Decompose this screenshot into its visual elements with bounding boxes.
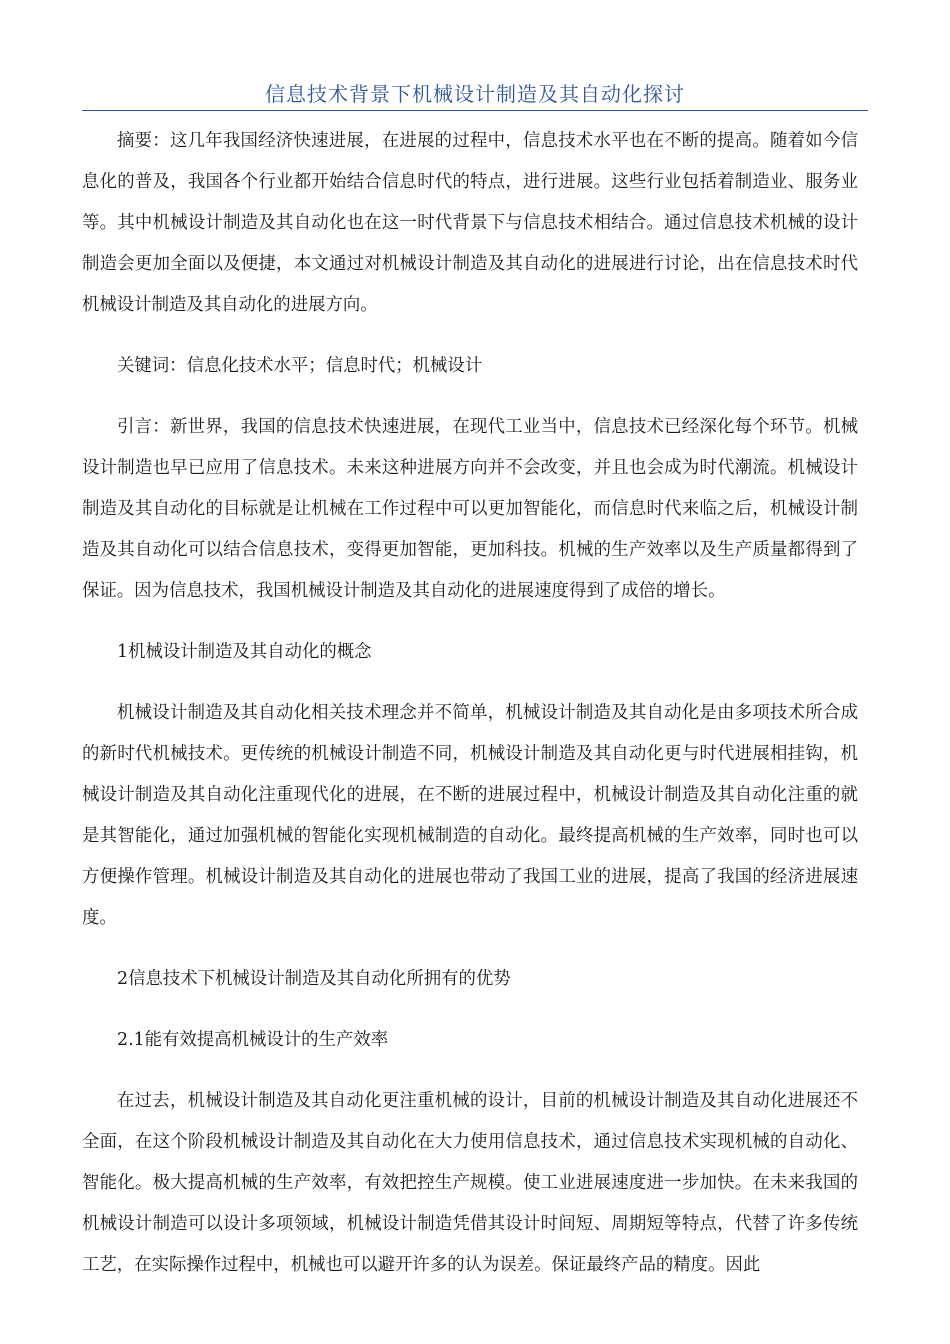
section-1-paragraph: 机械设计制造及其自动化相关技术理念并不简单，机械设计制造及其自动化是由多项技术所合成的新时代机械技术。更传统的机械设计制造不同，机械设计制造及其自动化更与时代进展相挂钩，机械设计制造及其自动化注重现代化的进展，在不断的进展过程中，机械设计制造及其自动化注重的就是其智能化，通过加强机械的智能化实现机械制造的自动化。最终提高机械的生产效率，同时也可以方便操作管理。机械设计制造及其自动化的进展也带动了我国工业的进展，提高了我国的经济进展速度。 [82,703,858,928]
section-2-1-heading: 2.1能有效提高机械设计的生产效率 [117,1030,389,1050]
section-2-1-paragraph: 在过去，机械设计制造及其自动化更注重机械的设计，目前的机械设计制造及其自动化进展还不全面，在这个阶段机械设计制造及其自动化在大力使用信息技术，通过信息技术实现机械的自动化、智能化。极大提高机械的生产效率，有效把控生产规模。使工业进展速度进一步加快。在未来我国的机械设计制造可以设计多项领域，机械设计制造凭借其设计时间短、周期短等特点，代替了许多传统工艺，在实际操作过程中，机械也可以避开许多的认为误差。保证最终产品的精度。因此 [82,1091,858,1275]
document-body [82,121,858,1306]
section-2-heading: 2信息技术下机械设计制造及其自动化所拥有的优势 [117,969,511,989]
intro-paragraph: 引言：新世界，我国的信息技术快速进展，在现代工业当中，信息技术已经深化每个环节。机械设计制造也早已应用了信息技术。未来这种进展方向并不会改变，并且也会成为时代潮流。机械设计制造及其自动化的目标就是让机械在工作过程中可以更加智能化，而信息时代来临之后，机械设计制造及其自动化可以结合信息技术，变得更加智能，更加科技。机械的生产效率以及生产质量都得到了保证。因为信息技术，我国机械设计制造及其自动化的进展速度得到了成倍的增长。 [82,417,858,601]
abstract-paragraph: 摘要：这几年我国经济快速进展，在进展的过程中，信息技术水平也在不断的提高。随着如今信息化的普及，我国各个行业都开始结合信息时代的特点，进行进展。这些行业包括着制造业、服务业等。其中机械设计制造及其自动化也在这一时代背景下与信息技术相结合。通过信息技术机械的设计制造会更加全面以及便捷，本文通过对机械设计制造及其自动化的进展进行讨论，出在信息技术时代机械设计制造及其自动化的进展方向。 [82,131,858,315]
section-1-heading: 1机械设计制造及其自动化的概念 [117,642,372,662]
page-header [82,80,868,111]
page-title: 信息技术背景下机械设计制造及其自动化探讨 [265,82,685,106]
keywords-paragraph: 关键词：信息化技术水平；信息时代；机械设计 [117,356,483,376]
